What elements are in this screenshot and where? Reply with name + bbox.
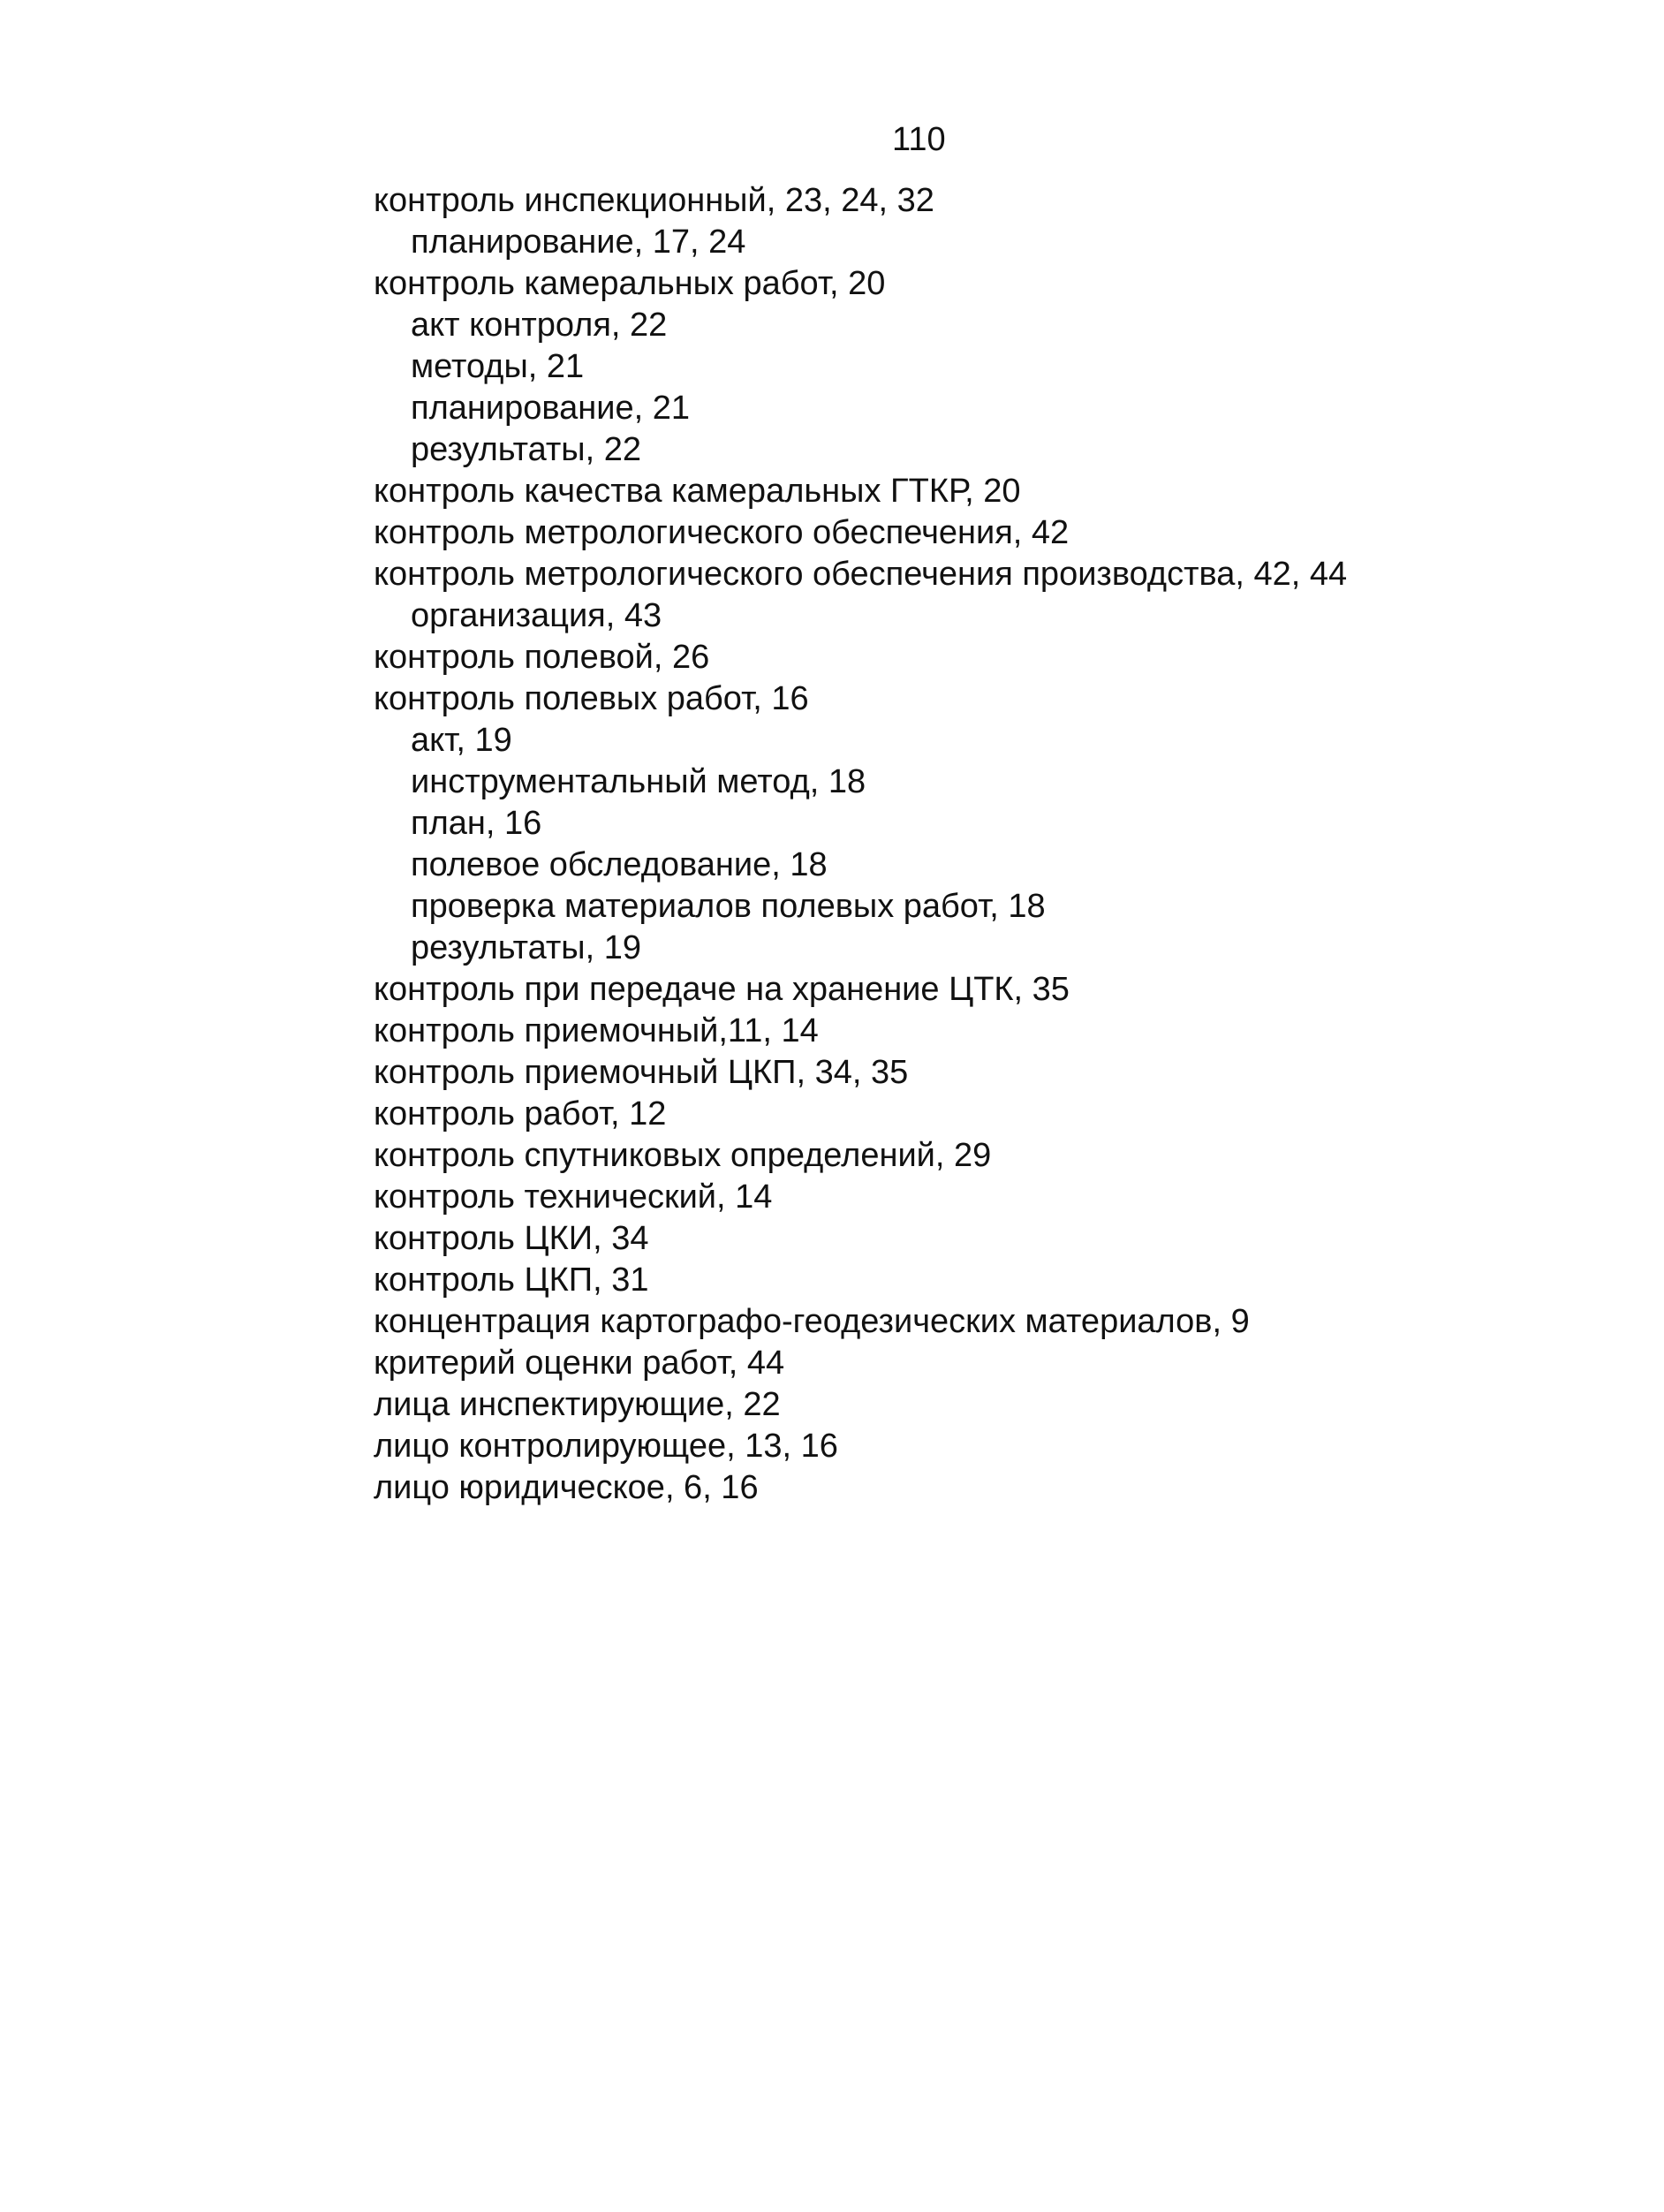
index-subentry: методы, 21 [411,348,585,385]
page-number: 110 [892,121,946,158]
index-subentry: организация, 43 [411,597,662,634]
index-entry: лицо контролирующее, 13, 16 [374,1428,838,1465]
index-entry: контроль спутниковых определений, 29 [374,1137,992,1174]
index-entry: контроль инспекционный, 23, 24, 32 [374,182,934,219]
index-entry: лица инспектирующие, 22 [374,1386,781,1423]
index-subentry: планирование, 21 [411,390,690,427]
index-entry: контроль приемочный ЦКП, 34, 35 [374,1054,909,1091]
index-subentry: акт контроля, 22 [411,307,668,344]
index-entry: контроль метрологического обеспечения, 42 [374,514,1070,551]
index-subentry: проверка материалов полевых работ, 18 [411,888,1046,925]
index-entry: контроль при передаче на хранение ЦТК, 35 [374,971,1070,1008]
index-subentry: акт, 19 [411,722,512,759]
index-entry: контроль ЦКИ, 34 [374,1220,649,1257]
index-subentry: инструментальный метод, 18 [411,763,866,800]
index-entry: контроль полевой, 26 [374,639,710,676]
index-subentry: планирование, 17, 24 [411,223,746,261]
index-entry: контроль работ, 12 [374,1095,667,1133]
index-entry: лицо юридическое, 6, 16 [374,1469,759,1506]
index-entry: контроль технический, 14 [374,1178,773,1216]
index-entry: контроль полевых работ, 16 [374,680,809,717]
index-subentry: результаты, 19 [411,929,641,966]
index-subentry: план, 16 [411,805,542,842]
subject-index-list [374,180,1628,1509]
index-entry: контроль ЦКП, 31 [374,1261,649,1299]
index-entry: контроль камеральных работ, 20 [374,265,886,302]
index-entry: контроль качества камеральных ГТКР, 20 [374,473,1021,510]
index-entry: контроль приемочный,11, 14 [374,1012,819,1049]
index-subentry: полевое обследование, 18 [411,846,828,883]
index-entry: контроль метрологического обеспечения производства, 42, 44 [374,556,1348,593]
index-entry: критерий оценки работ, 44 [374,1345,785,1382]
index-subentry: результаты, 22 [411,431,641,468]
index-entry: концентрация картографо-геодезических материалов, 9 [374,1303,1250,1340]
